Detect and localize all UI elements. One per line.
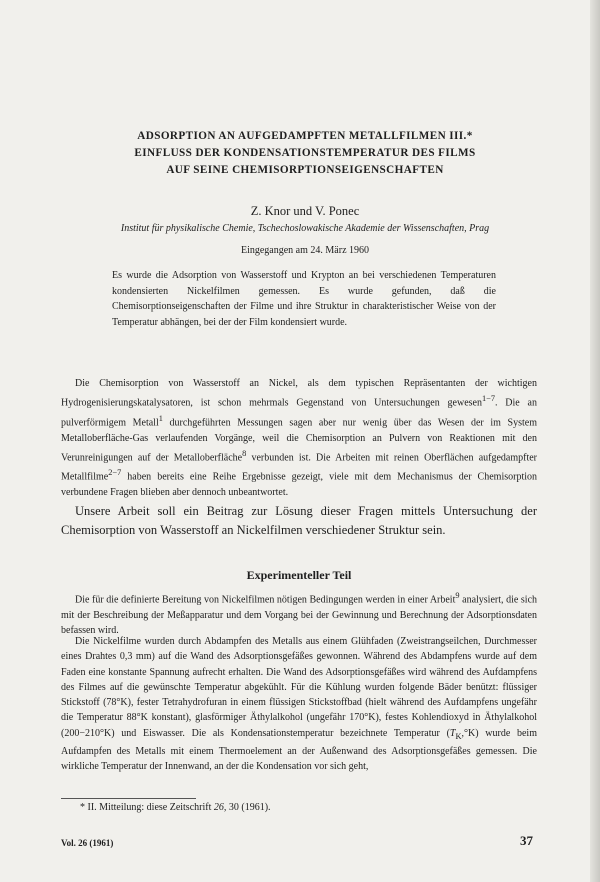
citation: 1 [158,413,163,423]
intro-text: . Die an pulverförmigem Metall [61,397,537,429]
citation: 8 [242,448,247,458]
experimental-text: ,°K) wurde beim Aufdampfen des Metalls mit einem Thermoelement an der Außenwand des Adsorptionsgefäßes gemessen. Die wirkliche Temperatur der Innenwand, an der die Kondensation vor sich geht, [61,727,537,773]
experimental-text: Die für die definierte Bereitung von Nickelfilmen nötigen Bedingungen werden in einer Arbeit [75,594,456,606]
title-line-1: ADSORPTION AN AUFGEDAMPFTEN METALLFILMEN III.* [137,130,473,142]
experimental-paragraph-1 [61,588,537,638]
intro-paragraph-1 [61,376,537,500]
footnote [80,802,271,813]
received-date: Eingegangen am 24. März 1960 [240,245,370,256]
symbol-subscript: K [455,731,462,741]
footnote-text: 30 (1961). [226,802,271,813]
section-heading: Experimenteller Teil [246,568,352,582]
footnote-volume: 26, [213,802,227,813]
citation: 2−7 [108,468,122,478]
footnote-text: * II. Mitteilung: diese Zeitschrift [80,802,214,813]
symbol-t: T [449,727,456,739]
experimental-text: analysiert, die sich mit der Beschreibung der Meßapparatur und dem Vorgang bei der Gewinnung und Berechnung der Adsorptionsdaten befassen wird. [61,594,538,636]
title-line-3: AUF SEINE CHEMISORPTIONSEIGENSCHAFTEN [166,164,444,176]
experimental-text: Die Nickelfilme wurden durch Abdampfen des Metalls aus einem Glühfaden (Zweistrangseilchen, Durchmesser eines Drahtes 0,3 mm) auf die Wand des Adsorptionsgefäßes gewonnen. Während des Abdampfens wurde auf dem Faden eine konstante Spannung aufrecht erhalten. Die Wand des Adsorptionsgefäßes wird während des Aufdampfens des Filmes auf die gewünschte Temperatur abgekühlt. Für die Kühlung wurden folgende Bäder benützt: flüssiger Stickstoff (78°K), fester Tetrahydrofuran in einem flüssigen Stickstoffbad (hielt während des Aufdampfens ungefähr die Temperatur 88°K konstant), glasförmiger Äthylalkohol (ungefähr 170°K), festes Kohlendioxyd in Äthylalkohol (200−210°K) und Eiswasser. Die als Kondensationstemperatur bezeichnete Temperatur ( [61,636,537,739]
citation: 9 [455,591,460,600]
intro-paragraph-2: Unsere Arbeit soll ein Beitrag zur Lösung dieser Fragen mittels Untersuchung der Chemisorption von Wasserstoff an Nickelfilmen verschiedener Struktur sein. [61,504,537,537]
authors: Z. Knor und V. Ponec [250,204,360,218]
intro-text: Die Chemisorption von Wasserstoff an Nickel, als dem typischen Repräsentanten der wichtigen Hydrogenisierungskatalysatoren, ist schon mehrmals Gegenstand von Untersuchungen gewesen [61,378,537,409]
intro-text: durchgeführten Messungen sagen aber nur wenig über das Wesen der im System Metalloberfläche-Gas verlaufenden Vorgänge, weil die Chemisorption an Pulvern von Reaktionen mit den Verunreinigungen auf der Metalloberfläche [61,417,537,464]
intro-text: haben bereits eine Reihe Ergebnisse gezeigt, viele mit dem Mechanismus der Chemisorption verbundene Fragen blieben aber dennoch unbeantwortet. [61,471,537,499]
page-edge-shadow [590,0,600,882]
citation: 1−7 [481,394,495,404]
institute: Institut für physikalische Chemie, Tschechoslowakische Akademie der Wissenschaften, Prag [120,223,490,234]
intro-text: verbunden ist. Die Arbeiten mit reinen Oberflächen aufgedampfter Metallfilme [61,452,538,483]
journal-volume: Vol. 26 (1961) [61,838,114,848]
abstract: Es wurde die Adsorption von Wasserstoff und Krypton an bei verschiedenen Temperaturen kondensierten Nickelfilmen gemessen. Es wurde gefunden, daß die Chemisorptionseigenschaften der Filme und ihre Struktur in charakteristischer Weise von der Temperatur abhängen, bei der der Film kondensiert wurde. [112,270,496,328]
title-line-2: EINFLUSS DER KONDENSATIONSTEMPERATUR DES FILMS [134,147,476,159]
footnote-rule [61,798,196,799]
article-title [70,128,540,179]
experimental-paragraph-2 [61,634,537,775]
page-number: 37 [520,833,533,848]
